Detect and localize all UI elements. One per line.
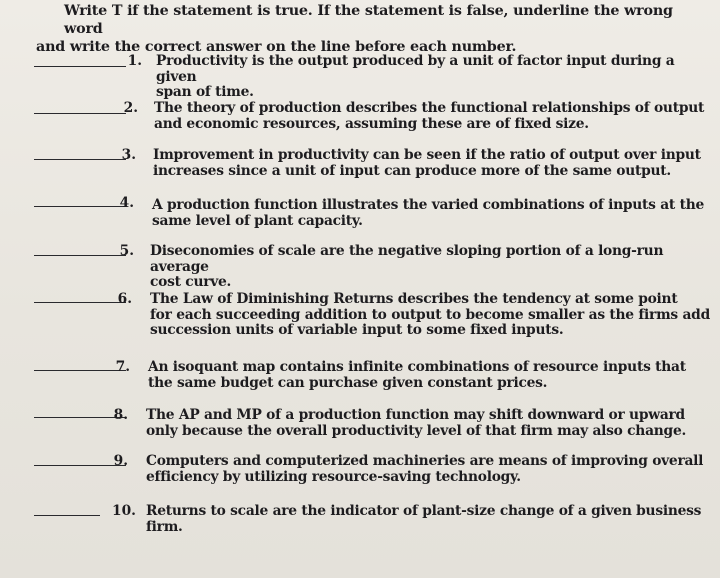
instructions-line-2: and write the correct answer on the line before each number. [36, 39, 517, 55]
question-3-line-2: increases since a unit of input can produce more of the same output. [153, 162, 671, 179]
question-9-line-1: Computers and computerized machineries are means of improving overall [146, 453, 704, 469]
question-number-5: 5. [119, 243, 134, 259]
question-text-1 [156, 54, 716, 101]
question-9-line-2: efficiency by utilizing resource-saving technology. [146, 468, 521, 485]
answer-blank-1[interactable] [34, 66, 126, 67]
question-text-9 [146, 454, 712, 485]
question-text-10 [146, 504, 712, 535]
question-1-line-2: span of time. [156, 84, 254, 100]
question-number-10: 10. [111, 503, 136, 519]
question-7-line-2: the same budget can purchase given constant prices. [148, 374, 548, 391]
question-7-line-1: An isoquant map contains infinite combinations of resource inputs that [148, 359, 686, 375]
question-6-line-1: The Law of Diminishing Returns describes the tendency at some point [150, 291, 678, 307]
question-2-line-2: and economic resources, assuming these are of fixed size. [154, 115, 589, 132]
question-6-line-3: succession units of variable input to some fixed inputs. [150, 322, 564, 338]
question-text-3 [153, 148, 713, 179]
question-8-line-1: The AP and MP of a production function may shift downward or upward [146, 407, 685, 423]
question-text-5 [150, 244, 712, 291]
instructions-line-1: Write T if the statement is true. If the statement is false, underline the wrong word [64, 3, 673, 37]
question-number-3: 3. [121, 147, 136, 163]
question-10-line-1: Returns to scale are the indicator of plant-size change of a given business [146, 503, 702, 519]
question-5-line-1: Diseconomies of scale are the negative sloping portion of a long-run average [150, 243, 664, 275]
question-4-line-1: A production function illustrates the varied combinations of inputs at the [152, 197, 705, 213]
question-text-4 [152, 198, 712, 229]
question-2-line-1: The theory of production describes the functional relationships of output [154, 100, 705, 116]
question-text-8 [146, 408, 712, 439]
question-6-line-2: for each succeeding addition to output to become smaller as the firms add [150, 306, 710, 323]
question-number-4: 4. [119, 195, 134, 211]
answer-blank-10[interactable] [34, 515, 100, 516]
question-text-6 [150, 292, 712, 339]
question-1-line-1: Productivity is the output produced by a unit of factor input during a given [156, 53, 675, 85]
question-10-line-2: firm. [146, 518, 183, 535]
question-8-line-2: only because the overall productivity level of that firm may also change. [146, 422, 687, 439]
question-text-7 [148, 360, 712, 391]
question-3-line-1: Improvement in productivity can be seen if the ratio of output over input [153, 147, 701, 163]
question-text-2 [154, 101, 714, 132]
question-number-7: 7. [115, 359, 130, 375]
question-number-6: 6. [117, 291, 132, 307]
question-4-line-2: same level of plant capacity. [152, 212, 363, 229]
question-number-2: 2. [123, 100, 138, 116]
question-5-line-2: cost curve. [150, 274, 232, 290]
question-number-9: 9. [113, 453, 128, 469]
question-number-8: 8. [113, 407, 128, 423]
question-number-1: 1. [127, 53, 142, 69]
